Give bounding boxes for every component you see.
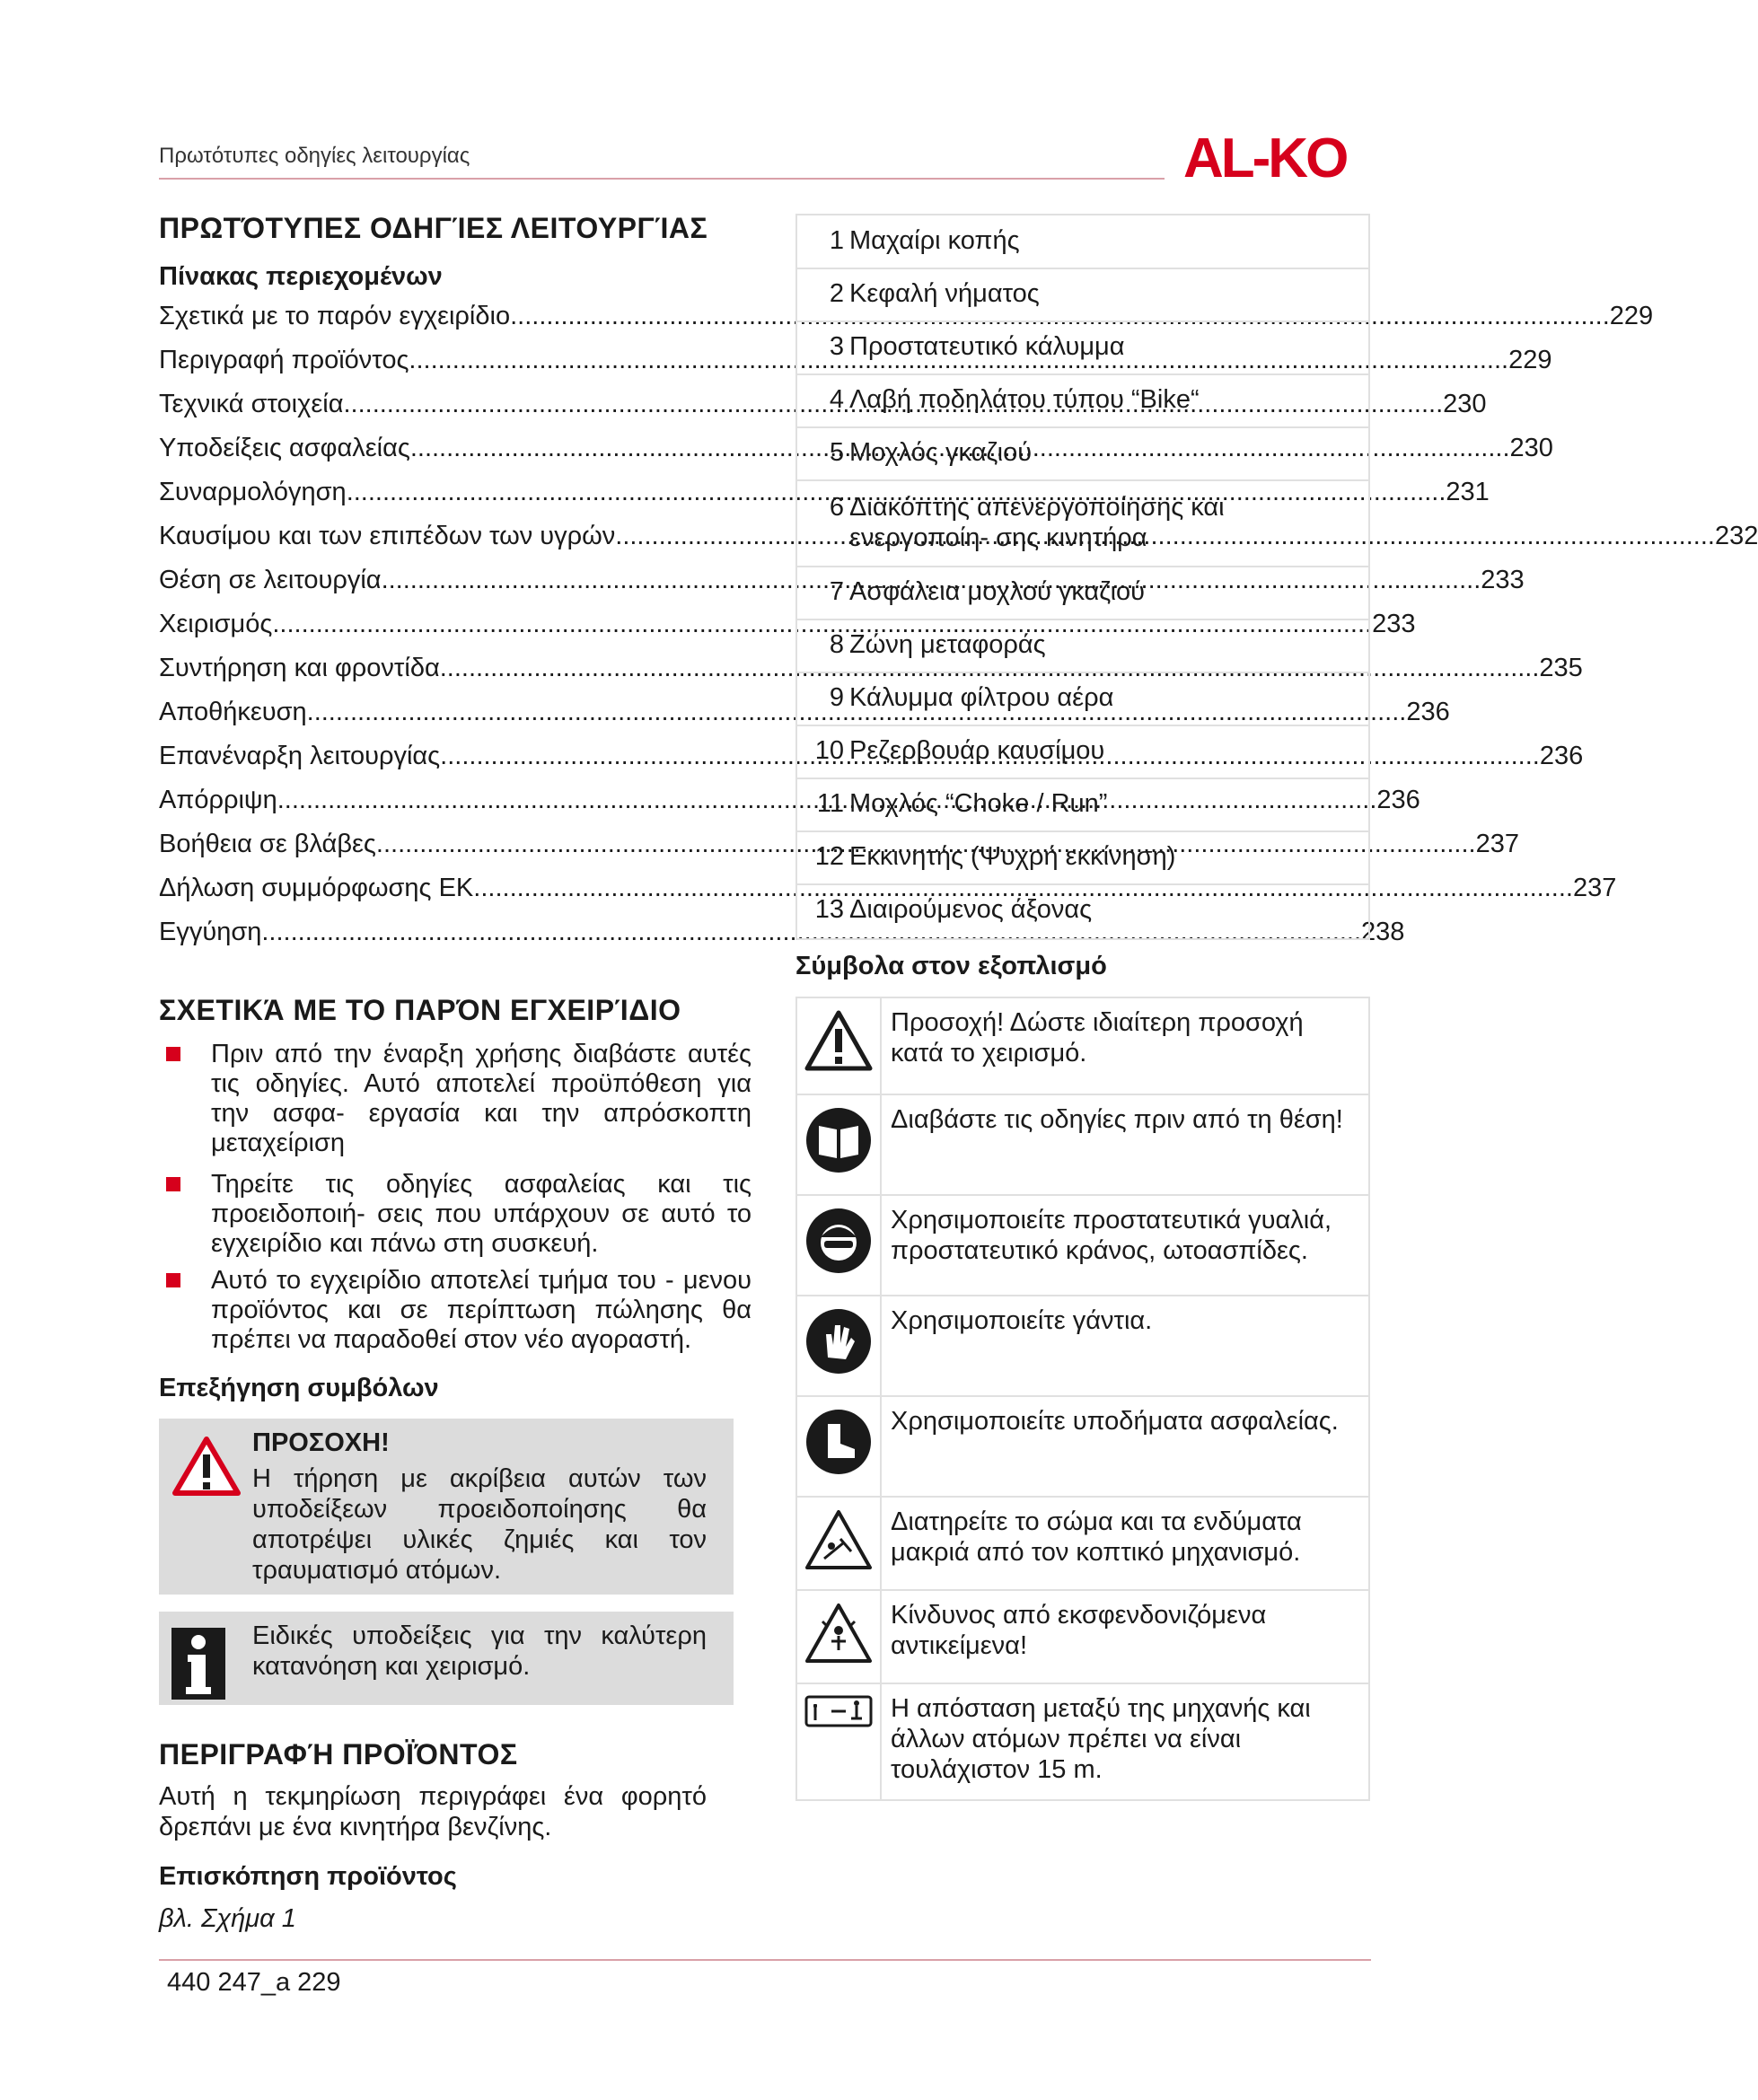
- table-row: 12 Εκκινητής (Ψυχρή εκκίνηση): [797, 832, 1368, 885]
- table-row: Χρησιμοποιείτε υποδήματα ασφαλείας.: [797, 1397, 1368, 1498]
- table-row: Χρησιμοποιείτε γάντια.: [797, 1296, 1368, 1397]
- table-row: 9 Κάλυμμα φίλτρου αέρα: [797, 673, 1368, 726]
- symbols-explanation-heading: Επεξήγηση συμβόλων: [159, 1374, 439, 1402]
- table-row: Κίνδυνος από εκσφενδονιζόμενα αντικείμενα!: [797, 1591, 1368, 1684]
- toc-item[interactable]: Θέση σε λειτουργία ..... 233: [159, 566, 739, 610]
- safety-boots-icon: [804, 1408, 873, 1476]
- footer-page-number: 440 247_a 229: [167, 1968, 341, 1997]
- toc-item[interactable]: Συντήρηση και φροντίδα ..... 235: [159, 654, 739, 698]
- footer-divider: [159, 1959, 1371, 1961]
- distance-icon: [804, 1695, 873, 1727]
- alko-logo: [1183, 127, 1347, 189]
- header-divider: [159, 178, 1165, 180]
- page-title: ΠΡΩΤΌΤΥΠΕΣ ΟΔΗΓΊΕΣ ΛΕΙΤΟΥΡΓΊΑΣ: [159, 212, 708, 244]
- warning-text: Η τήρηση με ακρίβεια αυτών των υποδείξεων προειδοποίησης θα αποτρέψει υλικές ζημιές και τον τραυματισμό ατόμων.: [252, 1464, 707, 1585]
- table-row: 3 Προστατευτικό κάλυμμα: [797, 322, 1368, 375]
- logo-text: AL-KO: [1183, 127, 1347, 189]
- table-row: 6 Διακόπτης απενεργοποίησης και ενεργοποίη- σης κινητήρα: [797, 481, 1368, 567]
- toc-title: Πίνακας περιεχομένων: [159, 262, 443, 291]
- protective-gear-icon: [804, 1207, 873, 1275]
- table-row: Χρησιμοποιείτε προστατευτικά γυαλιά, προστατευτικό κράνος, ωτοασπίδες.: [797, 1196, 1368, 1296]
- toc-item[interactable]: Σχετικά με το παρόν εγχειρίδιο ..... 229: [159, 302, 739, 346]
- section-product-heading: ΠΕΡΙΓΡΑΦΉ ΠΡΟΪΌΝΤΟΣ: [159, 1738, 518, 1771]
- toc-item[interactable]: Βοήθεια σε βλάβες ..... 237: [159, 830, 739, 874]
- table-row: 8 Ζώνη μεταφοράς: [797, 620, 1368, 673]
- gloves-icon: [804, 1307, 873, 1375]
- toc-item[interactable]: Απόρριψη ..... 236: [159, 786, 739, 830]
- toc-item[interactable]: Χειρισμός ..... 233: [159, 610, 739, 654]
- table-row: Διατηρείτε το σώμα και τα ενδύματα μακριά από τον κοπτικό μηχανισμό.: [797, 1498, 1368, 1591]
- toc-item[interactable]: Αποθήκευση ..... 236: [159, 698, 739, 742]
- product-description: Αυτή η τεκμηρίωση περιγράφει ένα φορητό δρεπάνι με ένα κινητήρα βενζίνης.: [159, 1782, 707, 1841]
- warning-box: [159, 1419, 734, 1595]
- bullet-item: Αυτό το εγχειρίδιο αποτελεί τμήμα του - μενου προϊόντος και σε περίπτωση πώλησης θα πρέπει να παραδοθεί στον νέο αγοραστή.: [159, 1266, 752, 1355]
- table-row: 7 Ασφάλεια μοχλού γκαζιού: [797, 567, 1368, 620]
- toc-item[interactable]: Υποδείξεις ασφαλείας ..... 230: [159, 434, 739, 478]
- equipment-symbols-heading: Σύμβολα στον εξοπλισμό: [795, 952, 1107, 980]
- warning-title: ΠΡΟΣΟΧΗ!: [252, 1428, 390, 1457]
- bullet-item: Τηρείτε τις οδηγίες ασφαλείας και τις προειδοποιή- σεις που υπάρχουν σε αυτό το εγχειρίδιο και πάνω στη συσκευή.: [159, 1170, 752, 1259]
- warning-triangle-icon: [171, 1435, 242, 1498]
- toc-item[interactable]: Επανέναρξη λειτουργίας ..... 236: [159, 742, 739, 786]
- table-row: 5 Μοχλός γκαζιού: [797, 428, 1368, 481]
- read-manual-icon: [804, 1106, 873, 1174]
- toc-item[interactable]: Τεχνικά στοιχεία ..... 230: [159, 390, 739, 434]
- toc-item[interactable]: Περιγραφή προϊόντος ..... 229: [159, 346, 739, 390]
- table-row: Διαβάστε τις οδηγίες πριν από τη θέση!: [797, 1095, 1368, 1196]
- info-icon: [171, 1628, 225, 1700]
- bullet-item: Πριν από την έναρξη χρήσης διαβάστε αυτές τις οδηγίες. Αυτό αποτελεί προϋπόθεση για την ασφα- εργασία και την απρόσκοπτη μεταχείριση: [159, 1040, 752, 1158]
- toc-item[interactable]: Συναρμολόγηση ..... 231: [159, 478, 739, 522]
- table-row: 10 Ρεζερβουάρ καυσίμου: [797, 726, 1368, 779]
- table-row: Προσοχή! Δώστε ιδιαίτερη προσοχή κατά το χειρισμό.: [797, 998, 1368, 1095]
- section-about-heading: ΣΧΕΤΙΚΆ ΜΕ ΤΟ ΠΑΡΌΝ ΕΓΧΕΙΡΊΔΙΟ: [159, 994, 681, 1026]
- bullet-marker: [166, 1273, 180, 1287]
- flying-objects-icon: [804, 1602, 873, 1665]
- table-row: 1 Μαχαίρι κοπής: [797, 215, 1368, 269]
- info-text: Ειδικές υποδείξεις για την καλύτερη κατανόηση και χειρισμό.: [252, 1621, 707, 1681]
- table-row: 11 Μοχλός “Choke / Run”: [797, 779, 1368, 832]
- header-title: Πρωτότυπες οδηγίες λειτουργίας: [159, 144, 470, 168]
- table-row: Η απόσταση μεταξύ της μηχανής και άλλων ατόμων πρέπει να είναι τουλάχιστον 15 m.: [797, 1684, 1368, 1799]
- table-row: 13 Διαιρούμενος άξονας: [814, 895, 1093, 924]
- bullet-marker: [166, 1177, 180, 1191]
- parts-table: [795, 214, 1370, 940]
- figure-reference[interactable]: βλ. Σχήμα 1: [159, 1904, 296, 1933]
- product-overview-heading: Επισκόπηση προϊόντος: [159, 1862, 457, 1891]
- info-box: [159, 1612, 734, 1705]
- bullet-marker: [166, 1047, 180, 1061]
- toc-item[interactable]: Εγγύηση ..... 238: [159, 918, 739, 962]
- toc-item[interactable]: Καυσίμου και των επιπέδων των υγρών ..... 232: [159, 522, 739, 566]
- cutting-hazard-icon: [804, 1508, 873, 1571]
- table-row: 2 Κεφαλή νήματος: [797, 269, 1368, 322]
- warning-icon: [804, 1009, 873, 1072]
- table-row: 4 Λαβή ποδηλάτου τύπου “Bike“: [797, 375, 1368, 428]
- toc-item[interactable]: Δήλωση συμμόρφωσης ΕΚ ..... 237: [159, 874, 739, 918]
- symbols-table: [795, 997, 1370, 1801]
